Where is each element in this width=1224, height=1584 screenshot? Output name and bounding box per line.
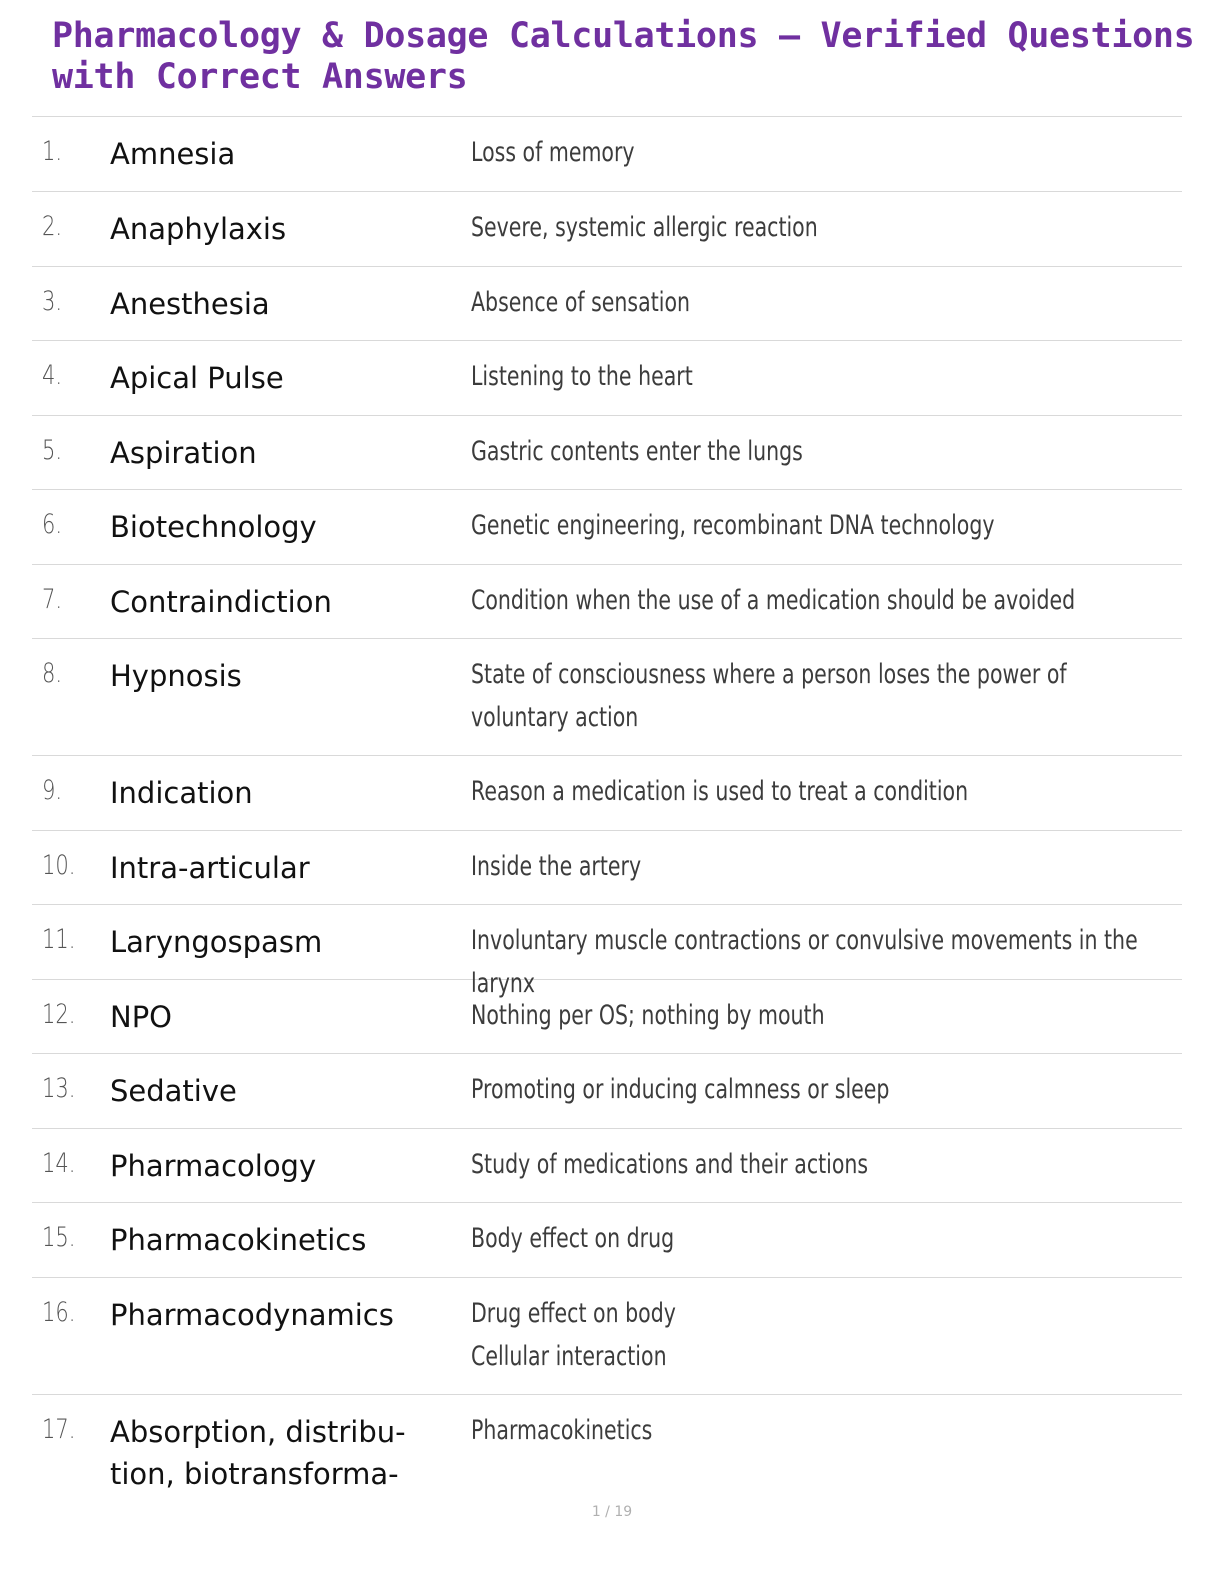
item-number: 7.	[42, 584, 63, 615]
item-definition: Reason a medication is used to treat a condition	[471, 776, 969, 807]
list-item	[32, 980, 1182, 1054]
item-definition: Pharmacokinetics	[471, 1415, 653, 1446]
item-definition: Listening to the heart	[471, 361, 693, 392]
item-term: Biotechnology	[110, 510, 317, 544]
list-item	[32, 192, 1182, 267]
item-number: 1.	[42, 136, 63, 167]
item-definition: Promoting or inducing calmness or sleep	[471, 1074, 890, 1105]
item-term: Hypnosis	[110, 659, 242, 693]
item-number: 12.	[42, 999, 76, 1030]
item-term: Pharmacokinetics	[110, 1223, 367, 1257]
item-term: Indication	[110, 776, 253, 810]
item-definition: State of consciousness where a person loses the power of voluntary action	[471, 659, 1067, 733]
item-number: 14.	[42, 1148, 76, 1179]
item-number: 8.	[42, 658, 63, 689]
list-item	[32, 905, 1182, 999]
item-number: 2.	[42, 211, 63, 242]
item-number: 11.	[42, 924, 76, 955]
list-item	[32, 267, 1182, 341]
item-term: Contraindiction	[110, 585, 332, 619]
list-item	[32, 1054, 1182, 1129]
item-term: Pharmacology	[110, 1149, 317, 1183]
term-list	[32, 116, 1182, 1500]
item-term: Pharmacodynamics	[110, 1298, 394, 1332]
list-item	[32, 117, 1182, 192]
item-definition: Genetic engineering, recombinant DNA technology	[471, 510, 995, 541]
item-number: 4.	[42, 360, 63, 391]
item-term: Sedative	[110, 1074, 237, 1108]
item-term: Anesthesia	[110, 287, 270, 321]
item-definition: Body effect on drug	[471, 1223, 675, 1254]
list-item	[32, 831, 1182, 905]
item-term: Aspiration	[110, 436, 257, 470]
item-definition: Drug effect on body Cellular interaction	[471, 1298, 676, 1372]
list-item	[32, 639, 1182, 756]
item-term: NPO	[110, 1000, 173, 1034]
item-term: Intra-articular	[110, 851, 310, 885]
item-definition: Condition when the use of a medication should be avoided	[471, 585, 1076, 616]
item-definition: Loss of memory	[471, 137, 635, 168]
item-number: 15.	[42, 1222, 76, 1253]
list-item	[32, 1278, 1182, 1395]
list-item	[32, 1395, 1182, 1500]
item-number: 5.	[42, 435, 63, 466]
page-indicator: 1 / 19	[591, 1504, 633, 1520]
page-title: Pharmacology & Dosage Calculations – Verified Questions with Correct Answers	[52, 16, 1195, 97]
list-item	[32, 341, 1182, 416]
item-term: Laryngospasm	[110, 925, 323, 959]
list-item	[32, 490, 1182, 565]
list-item	[32, 565, 1182, 639]
item-definition: Gastric contents enter the lungs	[471, 436, 803, 467]
item-term: Apical Pulse	[110, 361, 284, 395]
item-number: 6.	[42, 509, 63, 540]
list-item	[32, 1129, 1182, 1203]
item-number: 10.	[42, 850, 76, 881]
item-term: Amnesia	[110, 137, 236, 171]
item-definition: Inside the artery	[471, 851, 642, 882]
item-number: 3.	[42, 286, 63, 317]
item-number: 16.	[42, 1297, 76, 1328]
item-definition: Nothing per OS; nothing by mouth	[471, 1000, 825, 1031]
item-definition: Absence of sensation	[471, 287, 691, 318]
list-item	[32, 756, 1182, 831]
item-definition: Involuntary muscle contractions or convulsive movements in the larynx	[471, 925, 1138, 999]
item-number: 13.	[42, 1073, 76, 1104]
item-term: Absorption, distribu- tion, biotransforma-	[110, 1415, 406, 1491]
item-definition: Study of medications and their actions	[471, 1149, 869, 1180]
item-number: 17.	[42, 1414, 76, 1445]
list-item	[32, 1203, 1182, 1278]
item-number: 9.	[42, 775, 63, 806]
item-definition: Severe, systemic allergic reaction	[471, 212, 818, 243]
item-term: Anaphylaxis	[110, 212, 287, 246]
list-item	[32, 416, 1182, 490]
